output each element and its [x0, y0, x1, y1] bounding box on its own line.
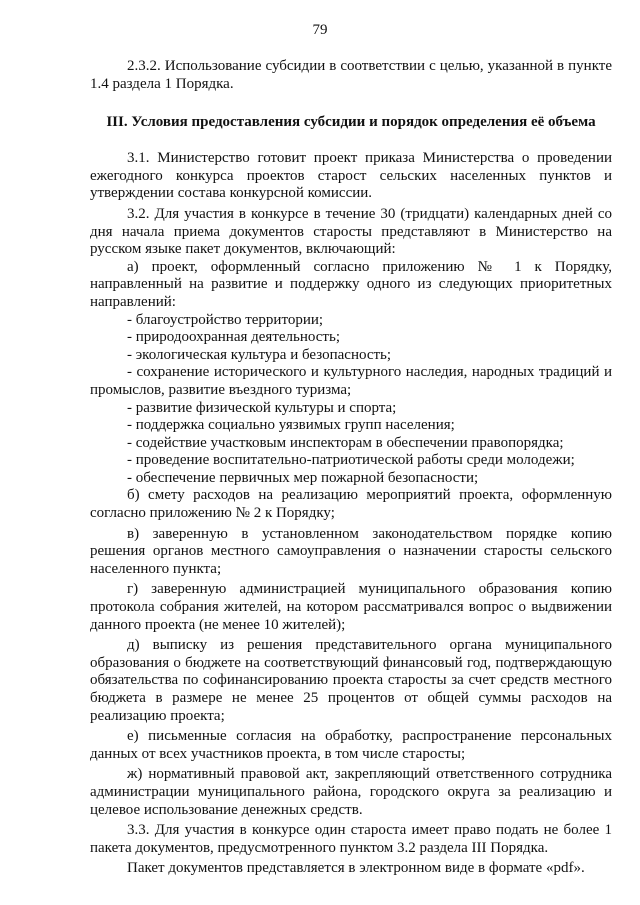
item-g: г) заверенную администрацией муниципального образования копию протокола собрания жителей, на котором рассматривался вопрос о выдвижении данного проекта (не менее 10 жителей); [90, 581, 612, 633]
direction-item: - природоохранная деятельность; [127, 329, 340, 346]
direction-item: - обеспечение первичных мер пожарной безопасности; [127, 469, 479, 486]
item-zh: ж) нормативный правовой акт, закрепляющий ответственного сотрудника администрации муниципального района, городского округа за реализацию и целевое использование денежных средств. [90, 766, 612, 818]
direction-item: - проведение воспитательно-патриотической работы среди молодежи; [127, 452, 575, 469]
item-d: д) выписку из решения представительного органа муниципального образования о бюджете на соответствующий финансовый год, подтверждающую обязательства по софинансированию проекта старосты за счет средств местного бюджета в размере не менее 25 процентов от общей суммы расходов на реализацию проекта; [90, 637, 612, 724]
direction-item: - развитие физической культуры и спорта; [127, 399, 397, 416]
paragraph-3-2: 3.2. Для участия в конкурсе в течение 30 (тридцати) календарных дней со дня начала приема документов старосты представляют в Министерство на русском языке пакет документов, включающий: [90, 205, 612, 258]
page-number: 79 [312, 22, 328, 38]
section-heading: III. Условия предоставления субсидии и порядок определения её объема [106, 114, 596, 131]
direction-item: - содействие участковым инспекторам в обеспечении правопорядка; [127, 434, 564, 451]
item-v: в) заверенную в установленном законодательством порядке копию решения органов местного самоуправления о назначении старосты сельского населенного пункта; [90, 525, 612, 577]
item-a: а) проект, оформленный согласно приложению № 1 к Порядку, направленный на развитие и поддержку одного из следующих приоритетных направлений: [90, 258, 612, 310]
item-b: б) смету расходов на реализацию мероприятий проекта, оформленную согласно приложению № 2 к Порядку; [90, 487, 612, 522]
document-body [90, 58, 612, 878]
direction-item: - благоустройство территории; [127, 311, 324, 328]
direction-item: - сохранение исторического и культурного наследия, народных традиций и промыслов, развитие въездного туризма; [90, 364, 612, 398]
paragraph-pdf-format: Пакет документов представляется в электронном виде в формате «pdf». [127, 860, 585, 877]
item-e: е) письменные согласия на обработку, распространение персональных данных от всех участников проекта, в том числе старосты; [90, 728, 612, 762]
paragraph-3-1: 3.1. Министерство готовит проект приказа Министерства о проведении ежегодного конкурса проектов старост сельских населенных пунктов и утверждении состава конкурсной комиссии. [90, 150, 612, 202]
paragraph-3-3: 3.3. Для участия в конкурсе один староста имеет право подать не более 1 пакета документов, предусмотренного пунктом 3.2 раздела III Порядка. [90, 822, 612, 856]
direction-item: - экологическая культура и безопасность; [127, 346, 392, 363]
direction-item: - поддержка социально уязвимых групп населения; [127, 417, 455, 434]
paragraph-2-3-2: 2.3.2. Использование субсидии в соответствии с целью, указанной в пункте 1.4 раздела 1 Порядка. [90, 58, 612, 92]
